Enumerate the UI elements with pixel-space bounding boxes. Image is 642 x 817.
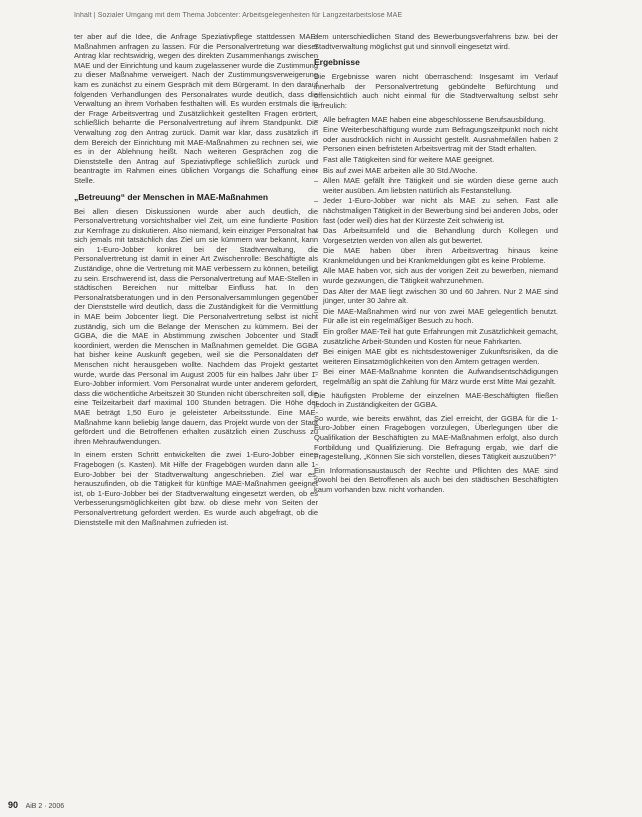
list-item: – Eine Weiterbeschäftigung wurde zum Befragungszeitpunkt noch nicht oder ausdrücklich nicht in Aussicht gestellt. Ausnahmefällen haben 2 Personen einen befristeten Arbeitsvertrag mit der Stadt erhalten. [314, 125, 558, 154]
list-item: – Alle MAE haben vor, sich aus der vorigen Zeit zu bewerben, niemand wurde gezwungen, die Tätigkeit wahrzunehmen. [314, 266, 558, 285]
right-column [314, 32, 558, 499]
list-item: – Jeder 1-Euro-Jobber war nicht als MAE zu sehen. Fast alle nächstmaligen Tätigkeit in der Bewerbung sind bei anderen Jobs, oder fast (oder weil) dies hat der Kürzeste Zeit schwierig ist. [314, 196, 558, 225]
paragraph: So wurde, wie bereits erwähnt, das Ziel erreicht, der GGBA für die 1-Euro-Jobber einen Fragebogen vorzulegen, Überlegungen über die Qualifikation der Beschäftigten zu MAE-Maßnahmen erfolgt, also durch Fortbildung und Qualifizierung. Die Befragung ergab, wie darf die Fragestellung, „Können Sie sich vorstellen, dieses Tätigkeit auszuüben?“ [314, 413, 558, 462]
section-heading: Ergebnisse [314, 57, 360, 68]
list-item: – Allen MAE gefällt ihre Tätigkeit und sie würden diese gerne auch weiter ausüben. Am liebsten natürlich als Festanstellung. [314, 176, 558, 195]
paragraph: Bei allen diesen Diskussionen wurde aber auch deutlich, die Personalvertretung vorsichtshalber viel Zeit, um eine fundierte Position zur Kernfrage zu diskutieren. Also niemand, kein einziger Personalrat hat sich jemals mit tatsächlich das Ziel um sie kümmern war bekannt, kann ein 1-Euro-Jobber konkret bei der Stadtverwaltung, die Personalvertretung ist damit in einer Art Zwischenrolle: Beschäftigte als Zuständige, ohne die Vertretung mit MAE verbessern zu können, beteiligt zu sein. Erschwerend ist, dass die Personalvertretung auf MAE-Stellen in städtischen Bereichen nur mittelbar Einfluss hat. In den Personalratsberatungen und in den Personalversammlungen gegenüber der Dienststelle wird deutlich, dass die Zuständigkeit für die Vermittlung in MAE beim Jobcenter liegt. Die Personalvertretung selbst ist nicht zuständig, sich um die Belange der Menschen zu kümmern. Bei der GGBA, die die MAE in Abstimmung zwischen Jobcenter und Stadt koordiniert, werden die Menschen in Maßnahmen gemeldet. Die GGBA hat bisher keine Auskunft gegeben, weil sie die Personaldaten der Menschen nicht herausgeben wollte. Nachdem das Projekt gestartet wurde, wurde das Personal im August 2005 für ein halbes Jahr über 1-Euro-Jobber informiert. Vom Personalrat wurde unter anderem gefordert, dass die wöchentliche Arbeitszeit 30 Stunden nicht überschreiten soll, die eine Teilzeitarbeit darf maximal 100 Stunden betragen. Die Höhe der MAE beträgt 1,50 Euro je geleisteter Arbeitsstunde. Eine MAE-Maßnahme kann beliebig lange dauern, das Projekt wurde von der Stadt gefördert und die Betroffenen erhalten zusätzlich einen Zuschuss zu ihren Mehraufwendungen. [74, 206, 318, 446]
list-item: – Alle befragten MAE haben eine abgeschlossene Berufsausbildung. [314, 115, 558, 125]
list-item: – Das Arbeitsumfeld und die Behandlung durch Kollegen und Vorgesetzten werden von allen als gut bewertet. [314, 226, 558, 245]
page-footer [8, 800, 64, 810]
paragraph: In einem ersten Schritt entwickelten die zwei 1-Euro-Jobber einen Fragebogen (s. Kasten). Mit Hilfe der Fragebögen wurden dann alle 1-Euro-Jobber bei der Stadtverwaltung angeschrieben. Ziel war es, herauszufinden, ob die Tätigkeit für künftige MAE-Maßnahmen geeignet ist, ob 1-Euro-Jobber bei der Stadtverwaltung eingesetzt werden, ob es Verbesserungsmöglichkeiten gibt bzw. ob diese mehr von Seiten der Personalvertretung gefordert werden. Es wurde auch abgefragt, ob die Dienststelle mit den Maßnahmen zufrieden ist. [74, 450, 318, 527]
list-item: – Das Alter der MAE liegt zwischen 30 und 60 Jahren. Nur 2 MAE sind jünger, unter 30 Jahre alt. [314, 287, 558, 306]
paragraph: Die häufigsten Probleme der einzelnen MAE-Beschäftigten fließen jedoch in Zuständigkeiten der GGBA. [314, 390, 558, 410]
paragraph: Ein Informationsaustausch der Rechte und Pflichten des MAE sind sowohl bei den Betroffenen als auch bei den städtischen Beschäftigten kaum vorhanden bzw. nicht vorhanden. [314, 465, 558, 494]
page-number: 90 [8, 800, 19, 810]
paragraph: ter aber auf die Idee, die Anfrage Speziativpflege stattdessen MAE-Maßnahmen anfragen zu lassen. Für die Personalvertretung war dieser Antrag klar rechtswidrig, wegen des direkten Zusammenhangs zwischen MAE und der Einrichtung und kaum zugelassener wurde die Zustimmung zu dieser Maßnahme verweigert. Nach der Zustimmungsverweigerung kam es zunächst zu einem Gespräch mit dem Bürgeramt. In den darauf folgenden Verhandlungen des Personalrates wurde deutlich, dass die Verwaltung an ihrem Vorhaben festhalten will. Es wurden erstmals die in der Frage Arbeitsvertrag und Zusätzlichkeit gestellten Fragen erörtert, schließlich beharrte die Personalvertretung auf ihrem Standpunkt. Die Verwaltung zog den Antrag zurück. Damit war klar, dass zusätzlich in dem Bereich der Einrichtung mit MAE-Maßnahmen zu rechnen sei, wie es in der Ablehnung heißt. Nach weiteren Gesprächen zog die Dienststelle den Antrag auf Speziativpflege schließlich zurück und beantragte im Rahmen eines üblichen Vorgangs die Schaffung einer Stelle. [74, 32, 318, 185]
results-list [314, 115, 558, 387]
left-column [74, 32, 318, 531]
paragraph: Die Ergebnisse waren nicht überraschend: Insgesamt im Verlauf innerhalb der Personalvertretung gebündelte Befürchtung und offensichtlich auch nicht einmal für die Stadtverwaltung selbst sehr erfreulich: [314, 72, 558, 110]
issue-label: AiB 2 · 2006 [25, 803, 65, 810]
list-item: – Bei einer MAE-Maßnahme konnten die Aufwandsentschädigungen regelmäßig an spät die Zahlung für März wurde erst Mitte Mai gezahlt. [314, 367, 558, 386]
paragraph: dem unterschiedlichen Stand des Bewerbungsverfahrens bzw. bei der Stadtverwaltung möglichst gut und sinnvoll eingesetzt wird. [314, 32, 558, 51]
section-heading: „Betreuung“ der Menschen in MAE-Maßnahmen [74, 191, 269, 202]
running-head: Inhalt | Sozialer Umgang mit dem Thema Jobcenter: Arbeitsgelegenheiten für Langzeitarbeitslose MAE [74, 12, 403, 19]
list-item: – Ein großer MAE-Teil hat gute Erfahrungen mit Zusätzlichkeit gemacht, zusätzliche Arbeit-Stunden und Kosten für neue Fahrkarten. [314, 327, 558, 346]
list-item: – Bis auf zwei MAE arbeiten alle 30 Std./Woche. [314, 166, 558, 176]
list-item: – Die MAE haben über ihren Arbeitsvertrag hinaus keine Krankmeldungen und bei Krankmeldungen gibt es keine Probleme. [314, 246, 558, 265]
list-item: – Die MAE-Maßnahmen wird nur von zwei MAE gelegentlich benutzt. Für alle ist ein regelmäßiger Besuch zu hoch. [314, 307, 558, 326]
list-item: – Fast alle Tätigkeiten sind für weitere MAE geeignet. [314, 155, 558, 165]
list-item: – Bei einigen MAE gibt es nichtsdestoweniger Zukunftsrisiken, da die weiteren Einsatzmöglichkeiten von den Ämtern getragen werden. [314, 347, 558, 366]
